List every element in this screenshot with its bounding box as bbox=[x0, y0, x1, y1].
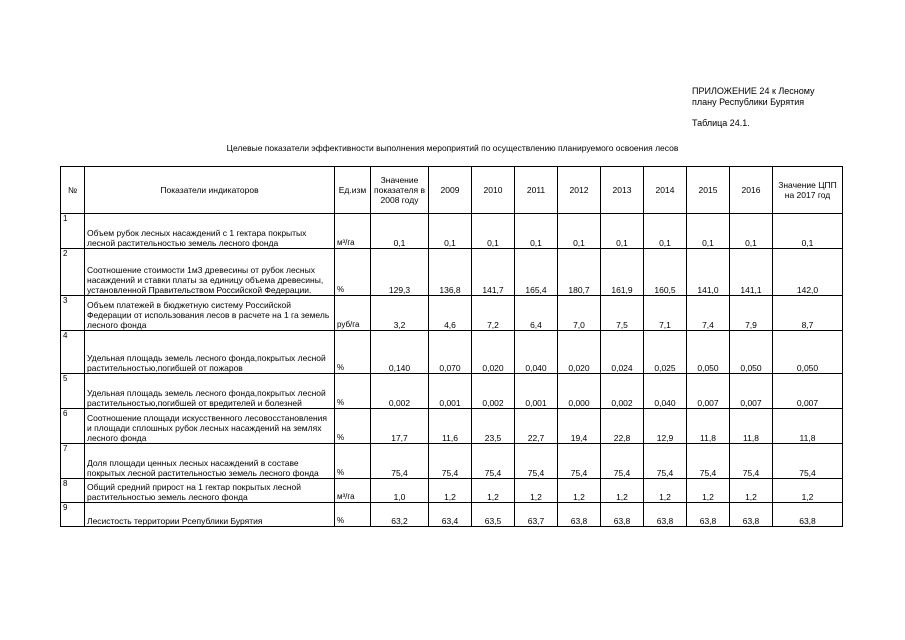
row-number: 1 bbox=[61, 214, 85, 249]
value-cell: 63,7 bbox=[515, 503, 558, 527]
value-cell: 12,9 bbox=[644, 409, 687, 444]
value-cell: 11,6 bbox=[429, 409, 472, 444]
col-header-2013: 2013 bbox=[601, 167, 644, 214]
value-cell: 0,000 bbox=[558, 374, 601, 409]
value-cell: 0,002 bbox=[472, 374, 515, 409]
value-cell: 7,0 bbox=[558, 296, 601, 331]
value-cell: 0,002 bbox=[371, 374, 429, 409]
value-cell: 0,1 bbox=[601, 214, 644, 249]
value-cell: 1,2 bbox=[515, 479, 558, 503]
value-cell: 0,1 bbox=[644, 214, 687, 249]
value-cell: 1,2 bbox=[644, 479, 687, 503]
value-cell: 1,2 bbox=[773, 479, 843, 503]
value-cell: 1,2 bbox=[601, 479, 644, 503]
table-label: Таблица 24.1. bbox=[692, 118, 750, 128]
table-row bbox=[61, 296, 843, 331]
col-header-base: Значение показателя в 2008 году bbox=[371, 167, 429, 214]
value-cell: 75,4 bbox=[773, 444, 843, 479]
value-cell: 0,1 bbox=[515, 214, 558, 249]
value-cell: 160,5 bbox=[644, 249, 687, 296]
value-cell: 7,1 bbox=[644, 296, 687, 331]
value-cell: 0,025 bbox=[644, 331, 687, 374]
value-cell: 1,2 bbox=[687, 479, 730, 503]
table-row bbox=[61, 503, 843, 527]
table-row bbox=[61, 374, 843, 409]
col-header-2016: 2016 bbox=[730, 167, 773, 214]
value-cell: 0,001 bbox=[429, 374, 472, 409]
value-cell: 0,1 bbox=[429, 214, 472, 249]
row-number: 6 bbox=[61, 409, 85, 444]
table-row bbox=[61, 331, 843, 374]
value-cell: 1,2 bbox=[472, 479, 515, 503]
value-cell: 0,1 bbox=[472, 214, 515, 249]
value-cell: 22,7 bbox=[515, 409, 558, 444]
indicator-name: Общий средний прирост на 1 гектар покрытых лесной растительностью земель лесного фонда bbox=[85, 479, 335, 503]
unit-cell: % bbox=[335, 444, 371, 479]
value-cell: 63,5 bbox=[472, 503, 515, 527]
col-header-unit: Ед.изм bbox=[335, 167, 371, 214]
unit-cell: % bbox=[335, 409, 371, 444]
appendix-line-2: плану Республики Бурятия bbox=[692, 97, 805, 107]
value-cell: 75,4 bbox=[687, 444, 730, 479]
value-cell: 7,2 bbox=[472, 296, 515, 331]
value-cell: 141,7 bbox=[472, 249, 515, 296]
value-cell: 0,007 bbox=[773, 374, 843, 409]
value-cell: 11,8 bbox=[730, 409, 773, 444]
value-cell: 63,4 bbox=[429, 503, 472, 527]
value-cell: 75,4 bbox=[644, 444, 687, 479]
col-header-num: № bbox=[61, 167, 85, 214]
appendix-header bbox=[692, 86, 815, 108]
value-cell: 75,4 bbox=[558, 444, 601, 479]
value-cell: 0,1 bbox=[687, 214, 730, 249]
indicator-name: Доля площади ценных лесных насаждений в составе покрытых лесной растительностью земель лесного фонда bbox=[85, 444, 335, 479]
value-cell: 0,007 bbox=[687, 374, 730, 409]
row-number: 4 bbox=[61, 331, 85, 374]
value-cell: 0,070 bbox=[429, 331, 472, 374]
value-cell: 141,1 bbox=[730, 249, 773, 296]
value-cell: 0,1 bbox=[730, 214, 773, 249]
unit-cell: м³/га bbox=[335, 479, 371, 503]
col-header-indicator: Показатели индикаторов bbox=[85, 167, 335, 214]
value-cell: 0,040 bbox=[515, 331, 558, 374]
value-cell: 75,4 bbox=[429, 444, 472, 479]
value-cell: 180,7 bbox=[558, 249, 601, 296]
value-cell: 23,5 bbox=[472, 409, 515, 444]
row-number: 9 bbox=[61, 503, 85, 527]
value-cell: 63,2 bbox=[371, 503, 429, 527]
col-header-2009: 2009 bbox=[429, 167, 472, 214]
col-header-target: Значение ЦПП на 2017 год bbox=[773, 167, 843, 214]
indicator-name: Соотношение площади искусственного лесовосстановления и площади сплошных рубок лесных насаждений на землях лесного фонда bbox=[85, 409, 335, 444]
table-header-row bbox=[61, 167, 843, 214]
value-cell: 1,2 bbox=[558, 479, 601, 503]
table-row bbox=[61, 214, 843, 249]
value-cell: 63,8 bbox=[601, 503, 644, 527]
row-number: 2 bbox=[61, 249, 85, 296]
value-cell: 141,0 bbox=[687, 249, 730, 296]
value-cell: 63,8 bbox=[773, 503, 843, 527]
table-row bbox=[61, 479, 843, 503]
row-number: 3 bbox=[61, 296, 85, 331]
indicator-name: Удельная площадь земель лесного фонда,покрытых лесной растительностью,погибшей от пожаров bbox=[85, 331, 335, 374]
value-cell: 0,140 bbox=[371, 331, 429, 374]
indicator-name: Соотношение стоимости 1м3 древесины от рубок лесных насаждений и ставки платы за единицу объема древесины, установленной Правительством Российской Федерации. bbox=[85, 249, 335, 296]
value-cell: 165,4 bbox=[515, 249, 558, 296]
value-cell: 0,1 bbox=[773, 214, 843, 249]
value-cell: 75,4 bbox=[472, 444, 515, 479]
value-cell: 0,050 bbox=[773, 331, 843, 374]
value-cell: 0,050 bbox=[730, 331, 773, 374]
value-cell: 0,001 bbox=[515, 374, 558, 409]
indicator-name: Лесистость территории Рсепублики Бурятия bbox=[85, 503, 335, 527]
value-cell: 1,2 bbox=[429, 479, 472, 503]
value-cell: 4,6 bbox=[429, 296, 472, 331]
value-cell: 0,040 bbox=[644, 374, 687, 409]
value-cell: 63,8 bbox=[558, 503, 601, 527]
col-header-2014: 2014 bbox=[644, 167, 687, 214]
unit-cell: % bbox=[335, 374, 371, 409]
value-cell: 0,050 bbox=[687, 331, 730, 374]
row-number: 7 bbox=[61, 444, 85, 479]
col-header-2015: 2015 bbox=[687, 167, 730, 214]
value-cell: 75,4 bbox=[601, 444, 644, 479]
value-cell: 7,4 bbox=[687, 296, 730, 331]
value-cell: 1,2 bbox=[730, 479, 773, 503]
value-cell: 11,8 bbox=[687, 409, 730, 444]
value-cell: 0,020 bbox=[558, 331, 601, 374]
value-cell: 0,024 bbox=[601, 331, 644, 374]
document-title: Целевые показатели эффективности выполнения мероприятий по осуществлению планируемого освоения лесов bbox=[226, 143, 679, 153]
indicator-name: Объем рубок лесных насаждений с 1 гектара покрытых лесной растительностью земель лесного фонда bbox=[85, 214, 335, 249]
value-cell: 161,9 bbox=[601, 249, 644, 296]
col-header-2010: 2010 bbox=[472, 167, 515, 214]
unit-cell: % bbox=[335, 331, 371, 374]
row-number: 5 bbox=[61, 374, 85, 409]
appendix-line-1: ПРИЛОЖЕНИЕ 24 к Лесному bbox=[692, 86, 815, 96]
value-cell: 75,4 bbox=[515, 444, 558, 479]
unit-cell: % bbox=[335, 503, 371, 527]
value-cell: 0,020 bbox=[472, 331, 515, 374]
table-row bbox=[61, 409, 843, 444]
value-cell: 75,4 bbox=[371, 444, 429, 479]
value-cell: 3,2 bbox=[371, 296, 429, 331]
col-header-2012: 2012 bbox=[558, 167, 601, 214]
value-cell: 136,8 bbox=[429, 249, 472, 296]
value-cell: 129,3 bbox=[371, 249, 429, 296]
value-cell: 63,8 bbox=[687, 503, 730, 527]
value-cell: 19,4 bbox=[558, 409, 601, 444]
indicator-name: Удельная площадь земель лесного фонда,покрытых лесной растительностью,погибшей от вредителей и болезней bbox=[85, 374, 335, 409]
table-row bbox=[61, 249, 843, 296]
value-cell: 0,007 bbox=[730, 374, 773, 409]
unit-cell: % bbox=[335, 249, 371, 296]
indicator-name: Объем платежей в бюджетную систему Российской Федерации от использования лесов в расчете на 1 га земель лесного фонда bbox=[85, 296, 335, 331]
unit-cell: руб/га bbox=[335, 296, 371, 331]
value-cell: 63,8 bbox=[644, 503, 687, 527]
value-cell: 22,8 bbox=[601, 409, 644, 444]
value-cell: 75,4 bbox=[730, 444, 773, 479]
value-cell: 8,7 bbox=[773, 296, 843, 331]
value-cell: 63,8 bbox=[730, 503, 773, 527]
value-cell: 6,4 bbox=[515, 296, 558, 331]
value-cell: 7,5 bbox=[601, 296, 644, 331]
value-cell: 1,0 bbox=[371, 479, 429, 503]
row-number: 8 bbox=[61, 479, 85, 503]
value-cell: 0,1 bbox=[371, 214, 429, 249]
col-header-2011: 2011 bbox=[515, 167, 558, 214]
table-row bbox=[61, 444, 843, 479]
value-cell: 142,0 bbox=[773, 249, 843, 296]
unit-cell: м³/га bbox=[335, 214, 371, 249]
indicators-table bbox=[60, 166, 843, 527]
value-cell: 7,9 bbox=[730, 296, 773, 331]
value-cell: 17,7 bbox=[371, 409, 429, 444]
value-cell: 11,8 bbox=[773, 409, 843, 444]
value-cell: 0,1 bbox=[558, 214, 601, 249]
value-cell: 0,002 bbox=[601, 374, 644, 409]
